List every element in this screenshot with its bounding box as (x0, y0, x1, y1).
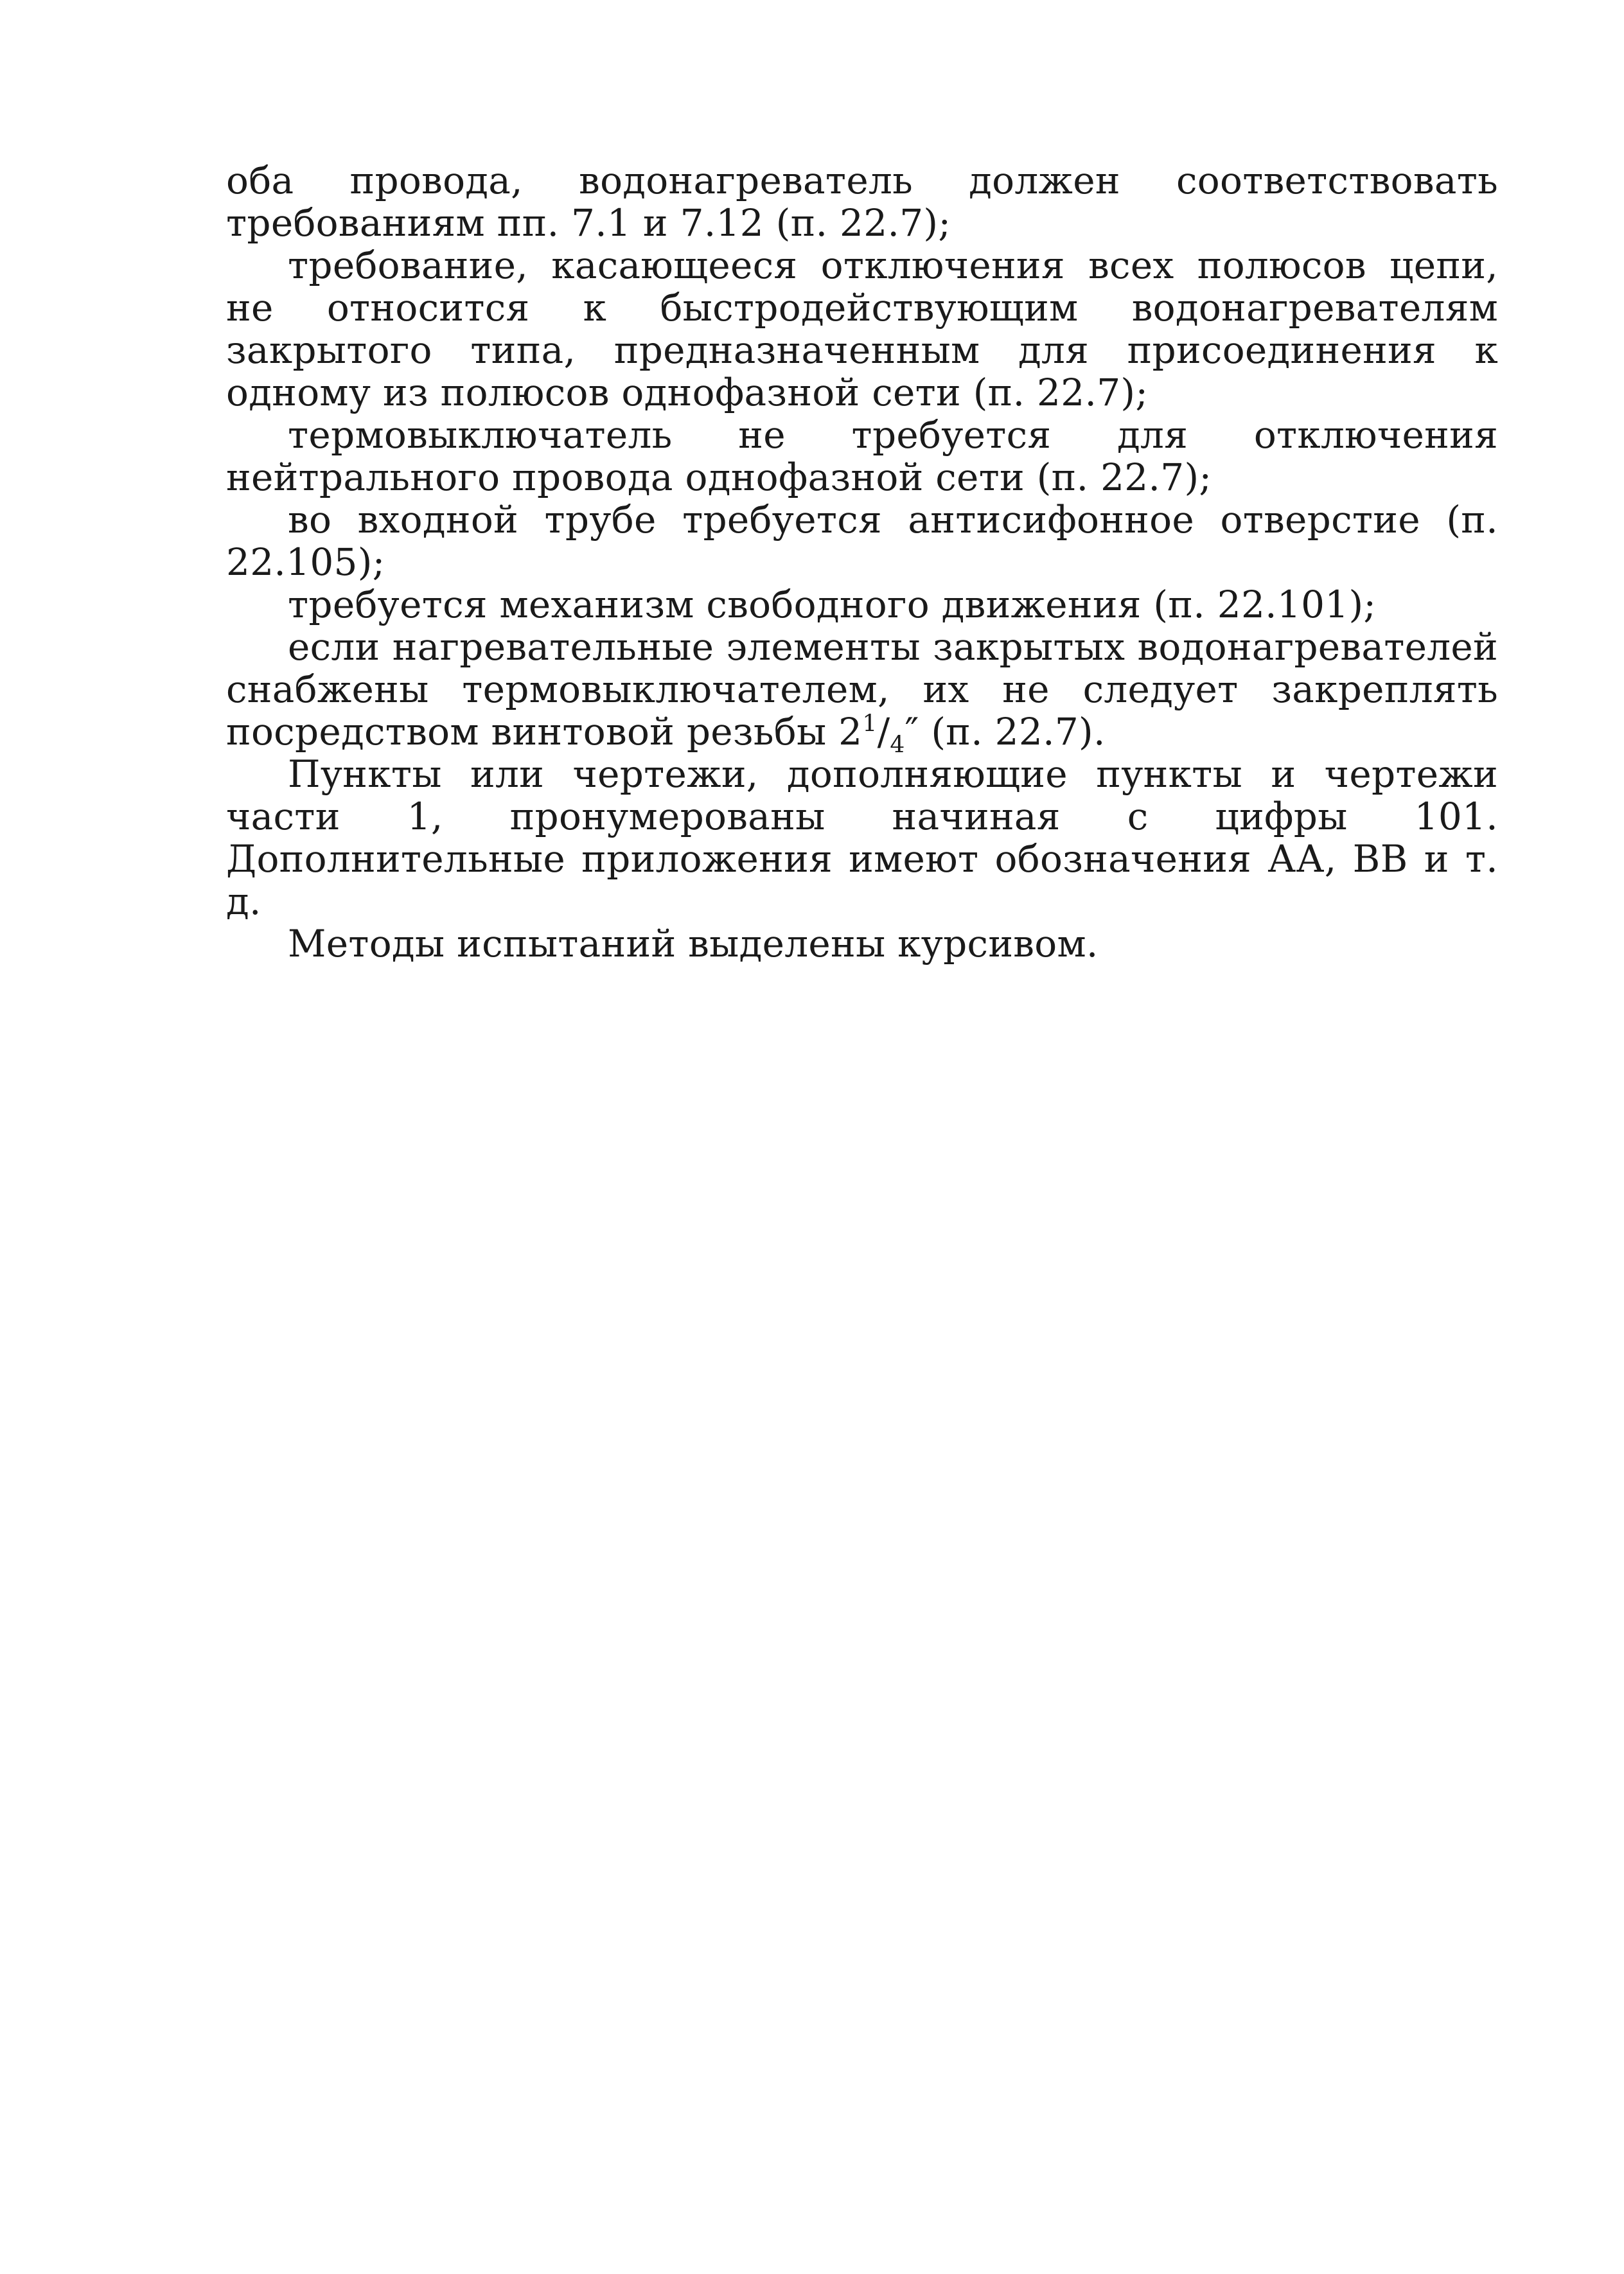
body-text (226, 159, 1498, 965)
paragraph-6 (226, 625, 1498, 759)
paragraph-7: Пункты или чертежи, дополняющие пункты и чертежи части 1, пронумерованы начиная с цифры 101. Дополнительные приложения имеют обозначения АА, ВВ и т. д. (226, 752, 1498, 923)
fraction-slash: / (877, 710, 890, 754)
paragraph-1: оба провода, водонагреватель должен соответствовать требованиям пп. 7.1 и 7.12 (п. 22.7); (226, 159, 1498, 245)
paragraph-3: термовыключатель не требуется для отключения нейтрального провода однофазной сети (п. 22.7); (226, 413, 1498, 499)
paragraph-4: во входной трубе требуется антисифонное отверстие (п. 22.105); (226, 498, 1498, 584)
paragraph-5: требуется механизм свободного движения (п. 22.101); (288, 583, 1377, 626)
fraction-numerator: 1 (862, 710, 878, 737)
fraction-denominator: 4 (890, 732, 905, 759)
paragraph-6-tail: ″ (п. 22.7). (905, 710, 1106, 754)
paragraph-8: Методы испытаний выделены курсивом. (288, 922, 1099, 965)
paragraph-2: требование, касающееся отключения всех полюсов цепи, не относится к быстродействующим водонагревателям закрытого типа, предназначенным для присоединения к одному из полюсов однофазной сети (п. 22.7); (226, 243, 1498, 414)
paragraph-6-text: если нагревательные элементы закрытых водонагревателей снабжены термовыключателем, их не следует закреплять посредством винтовой резьбы 2 (226, 625, 1498, 754)
